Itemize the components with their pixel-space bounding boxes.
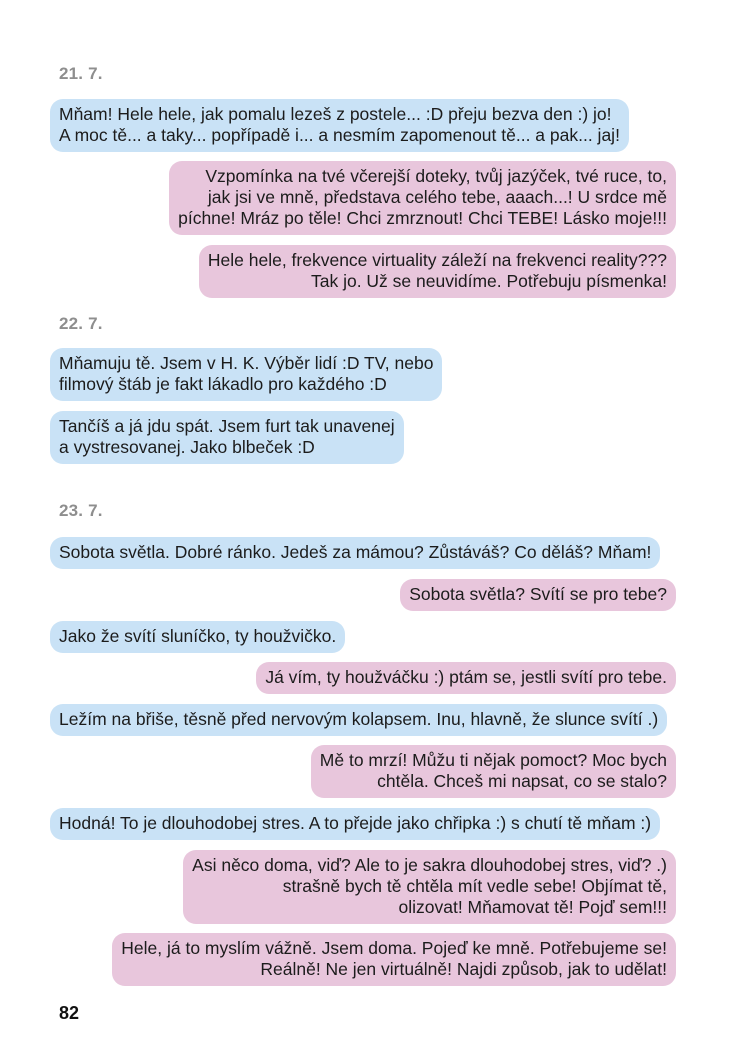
message-bubble-sent xyxy=(169,161,676,235)
message-line: A moc tě... a taky... popřípadě i... a nesmím zapomenout tě... a pak... jaj! xyxy=(59,125,620,145)
message-line: Mňam! Hele hele, jak pomalu lezeš z postele... :D přeju bezva den :) jo! xyxy=(59,104,612,124)
message-line: Hele hele, frekvence virtuality záleží na frekvenci reality??? xyxy=(207,250,667,270)
message-line: Já vím, ty houžváčku :) ptám se, jestli svítí pro tebe. xyxy=(265,667,667,687)
message-bubble-sent xyxy=(311,745,676,798)
message-bubble-sent xyxy=(183,850,676,924)
message-bubble-received xyxy=(50,808,660,840)
message-line: Mňamuju tě. Jsem v H. K. Výběr lidí :D TV, nebo xyxy=(59,353,434,373)
message-bubble-received xyxy=(50,411,404,464)
message-bubble-received xyxy=(50,348,442,401)
message-bubble-sent xyxy=(199,245,676,298)
message-bubble-sent xyxy=(112,933,676,986)
message-line: Sobota světla. Dobré ránko. Jedeš za mámou? Zůstáváš? Co děláš? Mňam! xyxy=(59,542,652,562)
message-line: Vzpomínka na tvé včerejší doteky, tvůj jazýček, tvé ruce, to, xyxy=(205,166,667,186)
date-header: 23. 7. xyxy=(59,501,103,520)
message-line: píchne! Mráz po těle! Chci zmrznout! Chci TEBE! Lásko moje!!! xyxy=(178,208,667,228)
message-line: Hele, já to myslím vážně. Jsem doma. Pojeď ke mně. Potřebujeme se! xyxy=(121,938,667,958)
message-line: Sobota světla? Svítí se pro tebe? xyxy=(409,584,667,604)
message-line: jak jsi ve mně, představa celého tebe, aaach...! U srdce mě xyxy=(207,187,667,207)
message-line: olizovat! Mňamovat tě! Pojď sem!!! xyxy=(398,897,667,917)
message-line: Reálně! Ne jen virtuálně! Najdi způsob, jak to udělat! xyxy=(260,959,667,979)
message-bubble-received xyxy=(50,704,667,736)
message-line: Mě to mrzí! Můžu ti nějak pomoct? Moc bych xyxy=(319,750,667,770)
message-line: Ležím na břiše, těsně před nervovým kolapsem. Inu, hlavně, že slunce svítí .) xyxy=(59,709,659,729)
message-line: Hodná! To je dlouhodobej stres. A to přejde jako chřipka :) s chutí tě mňam :) xyxy=(59,813,652,833)
message-bubble-sent xyxy=(256,662,676,694)
date-header: 22. 7. xyxy=(59,314,103,333)
message-line: Tančíš a já jdu spát. Jsem furt tak unavenej xyxy=(59,416,395,436)
message-line: Jako že svítí sluníčko, ty houžvičko. xyxy=(59,626,337,646)
message-bubble-sent xyxy=(400,579,676,611)
message-bubble-received xyxy=(50,99,629,152)
message-bubble-received xyxy=(50,621,345,653)
message-line: strašně bych tě chtěla mít vedle sebe! Objímat tě, xyxy=(282,876,667,896)
message-line: Tak jo. Už se neuvidíme. Potřebuju písmenka! xyxy=(310,271,667,291)
message-bubble-received xyxy=(50,537,660,569)
page-number: 82 xyxy=(59,1003,80,1023)
message-line: chtěla. Chceš mi napsat, co se stalo? xyxy=(377,771,667,791)
message-line: Asi něco doma, viď? Ale to je sakra dlouhodobej stres, viď? .) xyxy=(192,855,667,875)
message-line: filmový štáb je fakt lákadlo pro každého :D xyxy=(59,374,387,394)
message-line: a vystresovanej. Jako blbeček :D xyxy=(59,437,315,457)
date-header: 21. 7. xyxy=(59,64,103,83)
